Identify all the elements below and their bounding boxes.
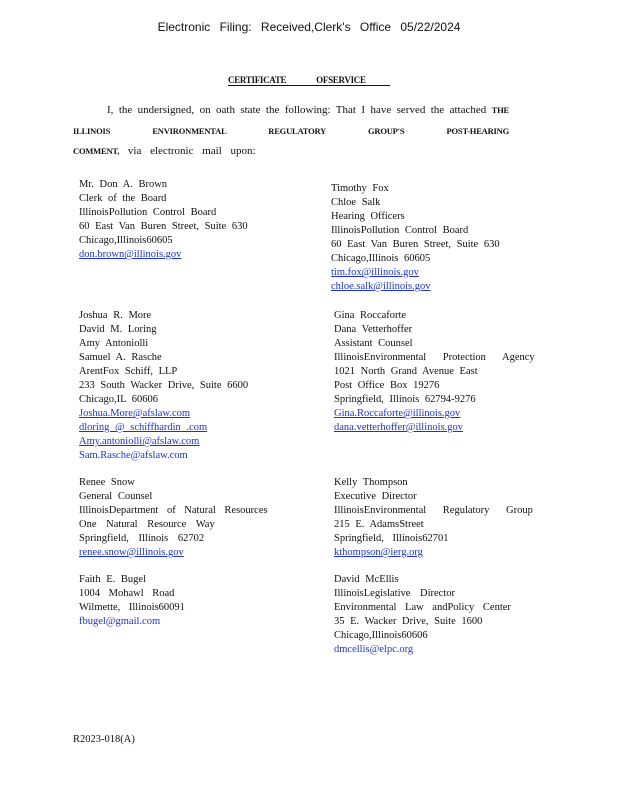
- recipient-line: Hearing Officers: [331, 211, 405, 222]
- recipient-line: IllinoisLegislative Director: [334, 588, 456, 599]
- recipient-block: [79, 309, 248, 463]
- intro-text-1: I, the undersigned, on oath state the following: That I have served the attached: [107, 104, 487, 116]
- recipient-line: Kelly Thompson: [334, 477, 408, 488]
- intro-line-1: [73, 100, 509, 121]
- recipient-block: [79, 178, 248, 262]
- email-link[interactable]: dana.vetterhoffer@illinois.gov: [334, 422, 464, 433]
- recipient-line: David M. Loring: [79, 324, 157, 335]
- filing-stamp-header: Electronic Filing: Received,Clerk's Office 05/22/2024: [157, 20, 461, 34]
- email-link[interactable]: fbugel@gmail.com: [79, 616, 161, 627]
- recipient-line: IllinoisPollution Control Board: [79, 207, 217, 218]
- recipient-line: 35 E. Wacker Drive, Suite 1600: [334, 616, 483, 627]
- recipient-line: Samuel A. Rasche: [79, 352, 162, 363]
- email-link[interactable]: Amy.antoniolli@afslaw.com: [79, 436, 200, 447]
- email-link[interactable]: don.brown@illinois.gov: [79, 249, 182, 260]
- recipient-line: Gina Roccaforte: [334, 310, 407, 321]
- recipient-line: Chicago,Illinois60606: [334, 630, 428, 641]
- recipient-line: 1004 Mohawl Road: [79, 588, 175, 599]
- recipient-line: ArentFox Schiff, LLP: [79, 366, 178, 377]
- recipient-line: IllinoisPollution Control Board: [331, 225, 469, 236]
- recipient-line: David McEllis: [334, 574, 399, 585]
- recipient-line: 233 South Wacker Drive, Suite 6600: [79, 380, 249, 391]
- recipient-line: Amy Antoniolli: [79, 338, 149, 349]
- intro-line-3: [73, 141, 509, 162]
- recipient-line: Mr. Don A. Brown: [79, 179, 168, 190]
- recipient-line: Assistant Counsel: [334, 338, 413, 349]
- recipient-line: IllinoisEnvironmental Protection Agency: [334, 352, 535, 363]
- email-link[interactable]: dloring @ schiffhardin .com: [79, 422, 208, 433]
- recipient-line: Post Office Box 19276: [334, 380, 440, 391]
- recipient-line: 215 E. AdamsStreet: [334, 519, 424, 530]
- recipient-line: Chloe Salk: [331, 197, 381, 208]
- email-link[interactable]: Gina.Roccaforte@illinois.gov: [334, 408, 461, 419]
- recipient-line: General Counsel: [79, 491, 153, 502]
- recipient-line: Springfield, Illinois 62702: [79, 533, 205, 544]
- recipient-line: Timothy Fox: [331, 183, 389, 194]
- email-link[interactable]: Sam.Rasche@afslaw.com: [79, 450, 188, 461]
- document-name-part-1: THE: [491, 105, 509, 115]
- recipient-line: Joshua R. More: [79, 310, 152, 321]
- email-link[interactable]: Joshua.More@afslaw.com: [79, 408, 191, 419]
- email-link[interactable]: chloe.salk@illinois.gov: [331, 281, 431, 292]
- recipient-line: Wilmette, Illinois60091: [79, 602, 185, 613]
- recipient-line: 60 East Van Buren Street, Suite 630: [79, 221, 248, 232]
- certificate-title: CERTIFICATE OFSERVICE: [228, 75, 390, 86]
- recipient-line: Springfield, Illinois62701: [334, 533, 449, 544]
- recipient-block: [79, 573, 185, 629]
- recipient-line: Chicago,IL 60606: [79, 394, 159, 405]
- intro-line-2: [73, 121, 509, 142]
- email-link[interactable]: dmcellis@elpc.org: [334, 644, 414, 655]
- docket-number: R2023-018(A): [73, 734, 135, 745]
- recipient-block: [331, 182, 500, 294]
- email-link[interactable]: renee.snow@illinois.gov: [79, 547, 184, 558]
- recipient-line: One Natural Resource Way: [79, 519, 215, 530]
- email-link[interactable]: tim.fox@illinois.gov: [331, 267, 419, 278]
- email-link[interactable]: kthompson@ierg.org: [334, 547, 423, 558]
- recipient-line: 60 East Van Buren Street, Suite 630: [331, 239, 500, 250]
- recipient-line: 1021 North Grand Avenue East: [334, 366, 478, 377]
- recipient-block: [334, 476, 533, 560]
- recipient-block: [334, 573, 511, 657]
- recipient-line: Faith E. Bugel: [79, 574, 146, 585]
- recipient-line: IllinoisDepartment of Natural Resources: [79, 505, 268, 516]
- recipient-line: Chicago,Illinois60605: [79, 235, 173, 246]
- recipient-line: Executive Director: [334, 491, 417, 502]
- recipient-line: Clerk of the Board: [79, 193, 167, 204]
- recipient-block: [79, 476, 268, 560]
- document-name-part-2: ILLINOIS ENVIRONMENTAL REGULATORY GROUP'S POST-HEARING: [73, 125, 509, 136]
- document-name-part-3: COMMENT,: [73, 146, 120, 156]
- intro-paragraph: [73, 100, 509, 162]
- recipient-line: Dana Vetterhoffer: [334, 324, 413, 335]
- recipient-line: Environmental Law andPolicy Center: [334, 602, 511, 613]
- recipient-block: [334, 309, 535, 435]
- recipient-line: Springfield, Illinois 62794-9276: [334, 394, 476, 405]
- recipient-line: IllinoisEnvironmental Regulatory Group: [334, 505, 533, 516]
- intro-text-3: via electronic mail upon:: [127, 145, 256, 157]
- recipient-line: Renee Snow: [79, 477, 135, 488]
- recipient-line: Chicago,Illinois 60605: [331, 253, 431, 264]
